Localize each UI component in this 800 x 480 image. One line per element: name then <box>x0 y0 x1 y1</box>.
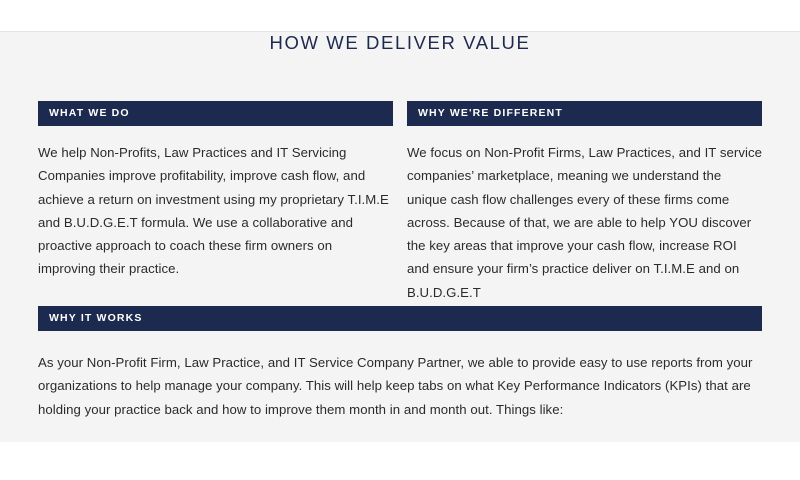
column-body-what-we-do: We help Non-Profits, Law Practices and IT Servicing Companies improve profitability, improve cash flow, and achieve a return on investment using my proprietary T.I.M.E and B.U.D.G.E.T formula. We use a collaborative and proactive approach to coach these firm owners on improving their practice. <box>38 145 389 277</box>
two-column-section <box>38 101 762 304</box>
column-body-why-were-different: We focus on Non-Profit Firms, Law Practices, and IT service companies’ marketplace, meaning we understand the unique cash flow challenges every of these firms come across. Because of that, we are able to help YOU discover the key areas that improve your cash flow, increase ROI and ensure your firm’s practice deliver on T.I.M.E and on B.U.D.G.E.T <box>407 145 762 300</box>
column-heading-bar-what-we-do: WHAT WE DO <box>38 101 393 126</box>
section-heading-bar-why-it-works: WHY IT WORKS <box>38 306 762 331</box>
page-title: HOW WE DELIVER VALUE <box>269 32 531 53</box>
bottom-white-strip <box>0 442 800 480</box>
column-heading-bar-why-were-different: WHY WE'RE DIFFERENT <box>407 101 762 126</box>
section-why-it-works <box>38 306 762 421</box>
column-what-we-do <box>38 101 393 304</box>
top-white-strip <box>0 0 800 31</box>
column-why-were-different <box>407 101 762 304</box>
section-body-why-it-works: As your Non-Profit Firm, Law Practice, and IT Service Company Partner, we able to provide easy to use reports from your organizations to help manage your company. This will help keep tabs on what Key Performance Indicators (KPIs) that are holding your practice back and how to improve them month in and month out. Things like: <box>38 355 753 417</box>
